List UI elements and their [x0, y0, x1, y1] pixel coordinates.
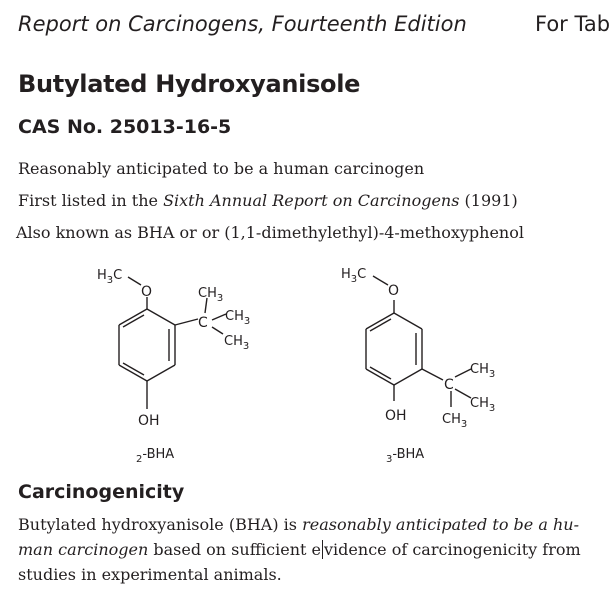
text-cursor	[322, 540, 323, 559]
running-head-right: For Tab	[535, 12, 610, 36]
chemical-structures	[0, 255, 600, 470]
running-head-title: Report on Carcinogens, Fourteenth Edition	[18, 12, 467, 36]
methyl-label: $CH_3$	[470, 396, 496, 414]
paragraph-text: vidence of carcinogenicity from	[324, 540, 581, 559]
paragraph-line	[18, 512, 586, 537]
structure-2-bha	[97, 268, 250, 465]
structure-3-bha	[341, 267, 495, 465]
structure-caption: $_3$-BHA	[386, 447, 425, 465]
carcinogenicity-heading: Carcinogenicity	[18, 481, 185, 503]
listing-status: Reasonably anticipated to be a human carcinogen	[18, 159, 425, 178]
methyl-label: $CH_3$	[198, 286, 224, 304]
cas-number: CAS No. 25013-16-5	[18, 116, 232, 138]
substance-name: Butylated Hydroxyanisole	[18, 70, 361, 98]
hydroxyl-label: OH	[138, 413, 160, 429]
listing-phrase: man carcinogen	[18, 540, 149, 559]
carbon-label: C	[444, 377, 454, 393]
carbon-label: C	[198, 315, 208, 331]
methyl-label: $CH_3$	[442, 412, 468, 430]
first-listed-suffix: (1991)	[459, 191, 518, 210]
methoxy-group-label: $H_3C$	[341, 267, 367, 285]
hydroxyl-label: OH	[385, 408, 407, 424]
running-head	[18, 12, 610, 40]
also-known-as: Also known as BHA or or (1,1-dimethylethyl)-4-methoxyphenol	[16, 223, 524, 242]
paragraph-line	[18, 537, 586, 562]
first-listed	[18, 191, 518, 210]
first-listed-prefix: First listed in the	[18, 191, 164, 210]
methyl-label: $CH_3$	[224, 334, 250, 352]
paragraph-line	[18, 562, 586, 587]
listing-phrase: reasonably anticipated to be a hu-	[302, 515, 579, 534]
paragraph-text: studies in experimental animals.	[18, 565, 282, 584]
oxygen-label: O	[388, 283, 400, 299]
paragraph-text: based on sufficient e	[148, 540, 322, 559]
first-listed-report: Sixth Annual Report on Carcinogens	[163, 191, 460, 210]
methyl-label: $CH_3$	[470, 362, 496, 380]
structure-caption: $_2$-BHA	[136, 447, 175, 465]
paragraph-text: Butylated hydroxyanisole (BHA) is	[18, 515, 303, 534]
methoxy-group-label: $H_3C$	[97, 268, 123, 286]
methyl-label: $CH_3$	[225, 309, 251, 327]
oxygen-label: O	[141, 284, 153, 300]
carcinogenicity-paragraph	[18, 512, 586, 587]
